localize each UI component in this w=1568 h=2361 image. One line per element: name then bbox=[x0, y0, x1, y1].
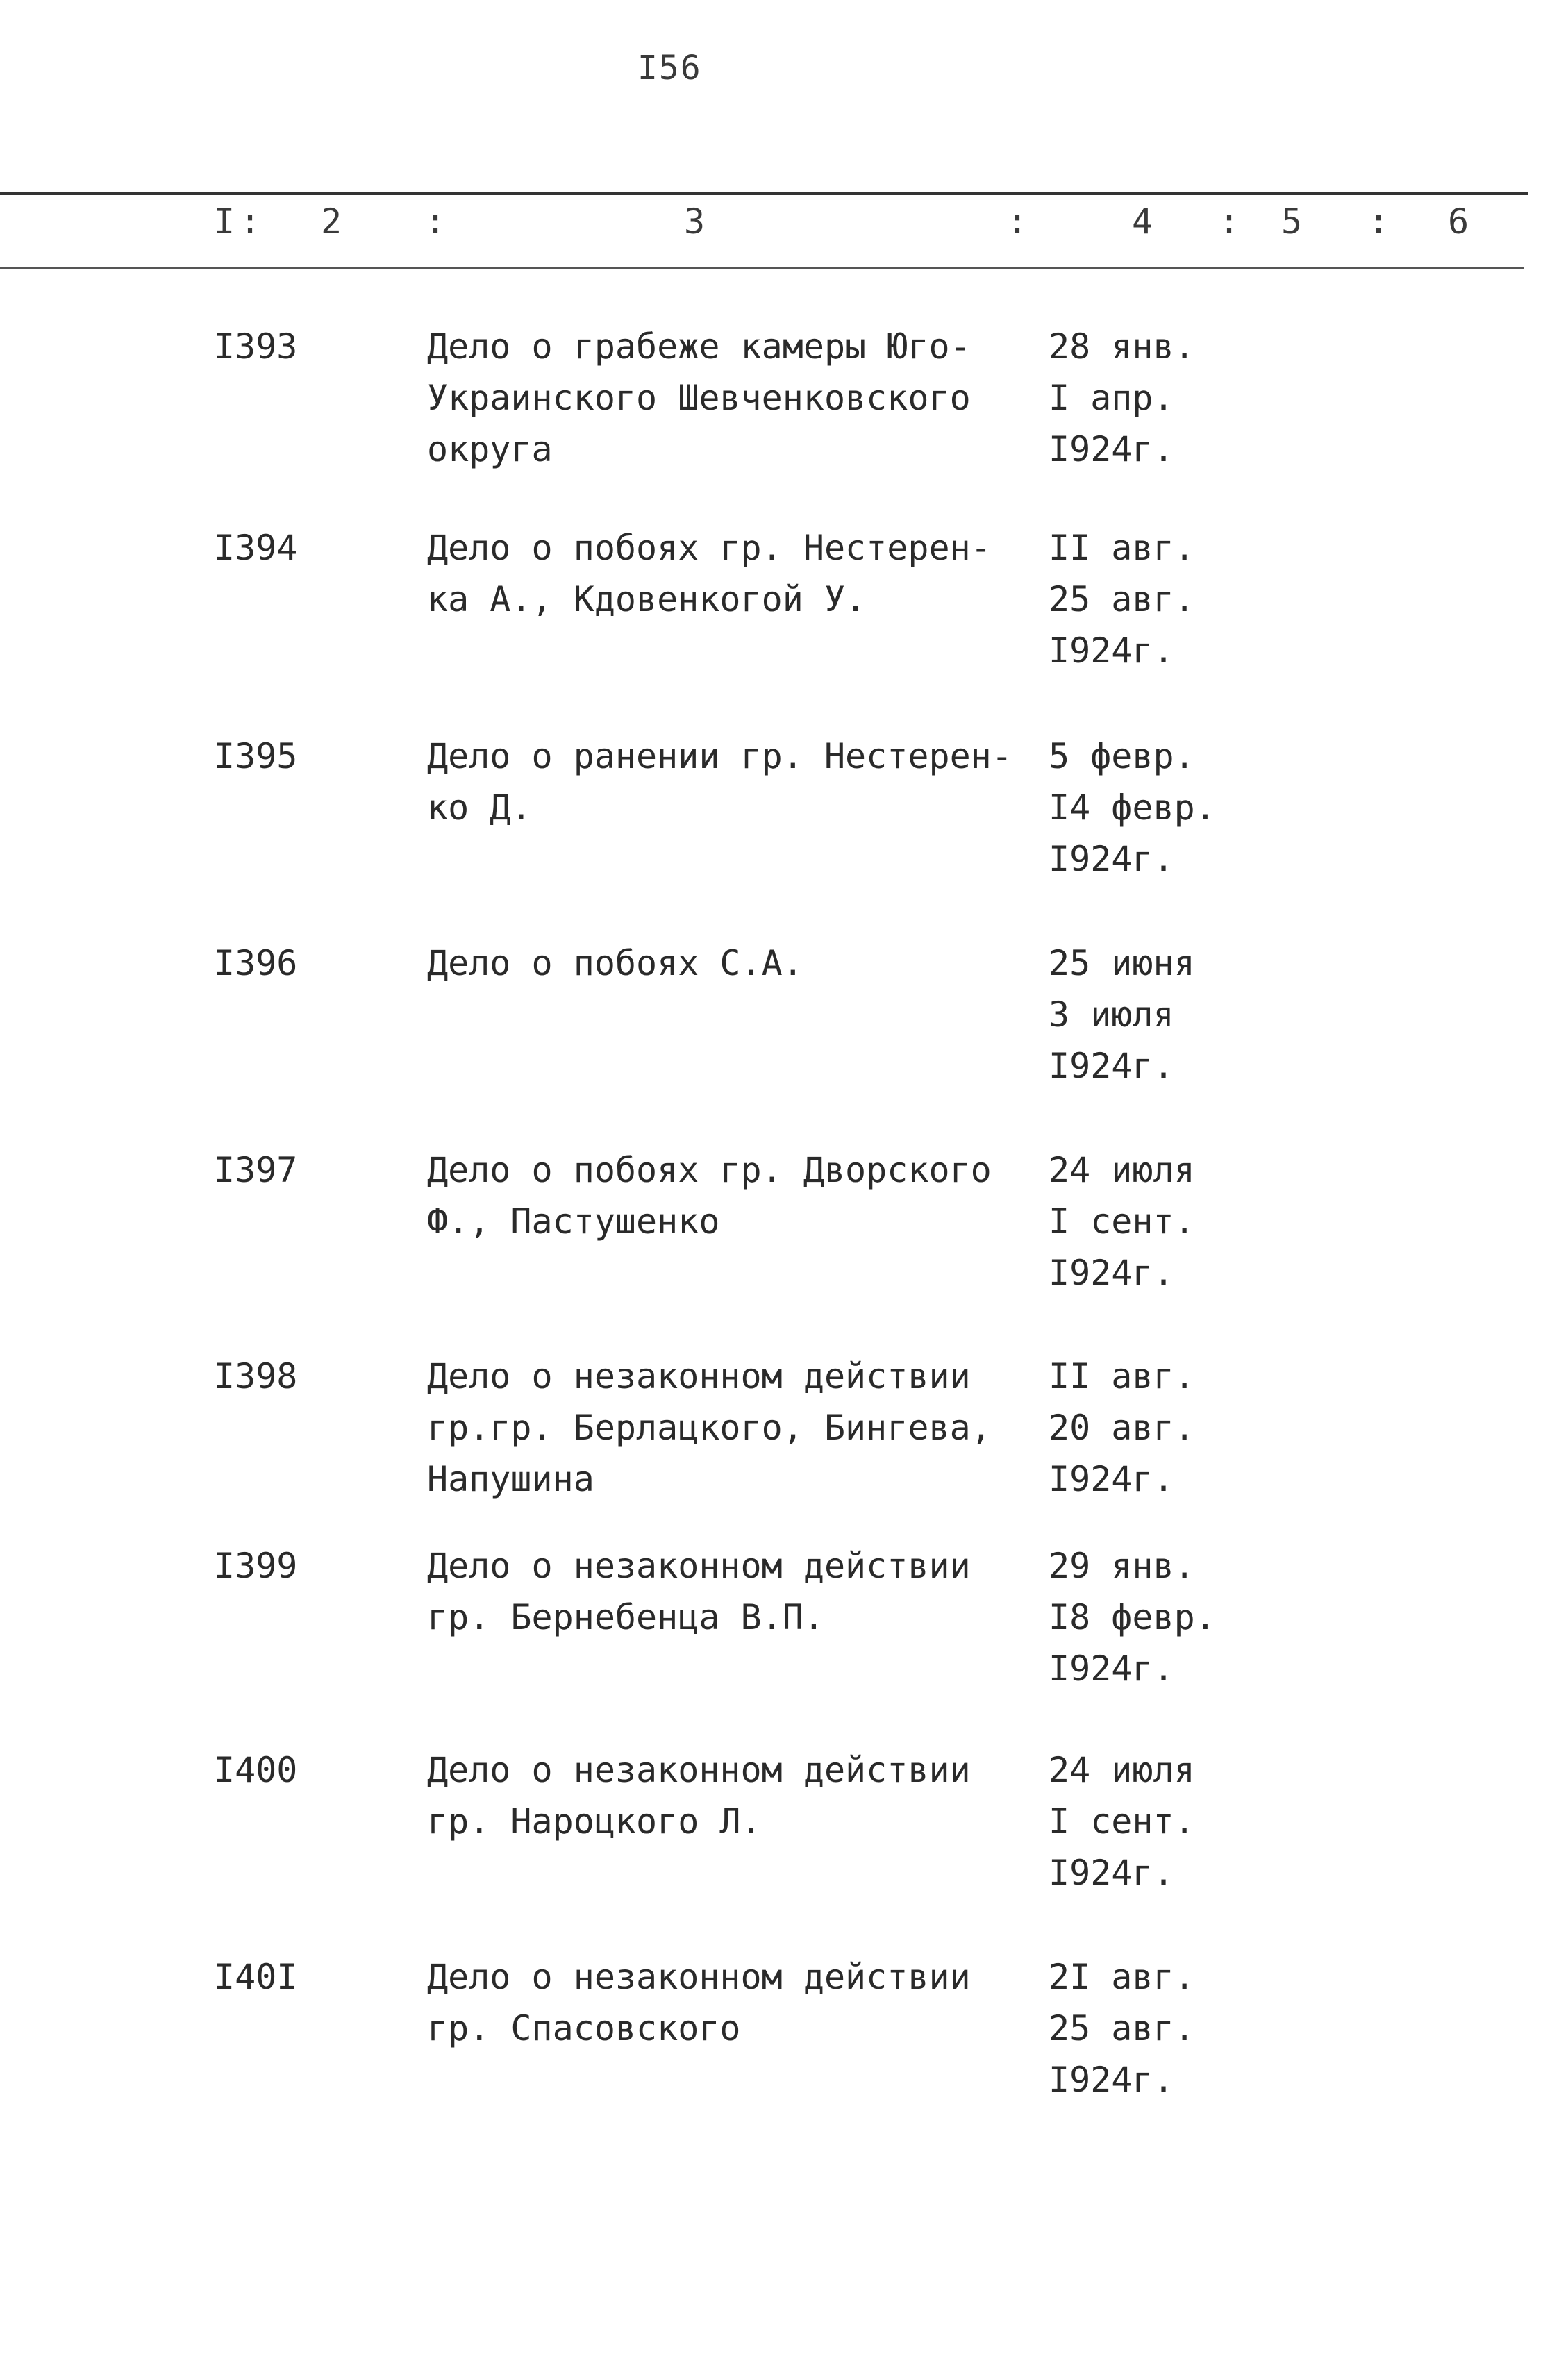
record-title-line: ко Д. bbox=[427, 787, 532, 828]
record-number: I396 bbox=[214, 943, 298, 983]
record-title bbox=[427, 321, 1038, 475]
record-title bbox=[427, 1144, 1038, 1247]
record-date-start: 29 янв. bbox=[1049, 1546, 1195, 1586]
record-title-line: округа bbox=[427, 429, 553, 469]
record-title-line: Дело о ранении гр. Нестерен- bbox=[427, 736, 1012, 776]
table-top-rule bbox=[0, 192, 1528, 195]
header-col-1: I bbox=[214, 201, 235, 242]
record-number: I400 bbox=[214, 1750, 298, 1790]
record-dates bbox=[1049, 1540, 1271, 1694]
record-dates bbox=[1049, 321, 1271, 475]
record-title-line: Напушина bbox=[427, 1459, 594, 1499]
header-separator: : bbox=[1007, 201, 1028, 242]
record-dates bbox=[1049, 1351, 1271, 1505]
record-year: I924г. bbox=[1049, 1649, 1174, 1689]
record-number: I399 bbox=[214, 1546, 298, 1586]
header-separator: : bbox=[240, 201, 261, 242]
record-date-end: I сент. bbox=[1049, 1201, 1195, 1242]
record-title-line: ка А., Кдовенкогой У. bbox=[427, 579, 867, 619]
record-date-end: I сент. bbox=[1049, 1801, 1195, 1842]
record-date-start: 5 февр. bbox=[1049, 736, 1195, 776]
record-date-start: 28 янв. bbox=[1049, 326, 1195, 367]
record-title bbox=[427, 1744, 1038, 1847]
record-year: I924г. bbox=[1049, 1046, 1174, 1086]
table-header-rule bbox=[0, 267, 1524, 269]
record-year: I924г. bbox=[1049, 1459, 1174, 1499]
record-year: I924г. bbox=[1049, 2060, 1174, 2100]
record-title-line: Дело о побоях гр. Дворского bbox=[427, 1150, 992, 1190]
header-separator: : bbox=[1368, 201, 1390, 242]
record-date-start: II авг. bbox=[1049, 528, 1195, 568]
record-date-end: I4 февр. bbox=[1049, 787, 1216, 828]
header-separator: : bbox=[1219, 201, 1240, 242]
page-number: I56 bbox=[637, 49, 702, 87]
record-title-line: Дело о побоях С.А. bbox=[427, 943, 803, 983]
record-date-start: 24 июля bbox=[1049, 1150, 1195, 1190]
record-year: I924г. bbox=[1049, 429, 1174, 469]
record-title-line: Дело о грабеже камеры Юго- bbox=[427, 326, 971, 367]
record-date-end: 3 июля bbox=[1049, 994, 1174, 1035]
record-date-start: 24 июля bbox=[1049, 1750, 1195, 1790]
record-title-line: гр. Спасовского bbox=[427, 2008, 741, 2049]
record-year: I924г. bbox=[1049, 1253, 1174, 1293]
header-col-3: 3 bbox=[684, 201, 706, 242]
record-title-line: Дело о побоях гр. Нестерен- bbox=[427, 528, 992, 568]
record-number: I397 bbox=[214, 1150, 298, 1190]
record-date-end: I8 февр. bbox=[1049, 1597, 1216, 1637]
record-title bbox=[427, 731, 1038, 833]
record-dates bbox=[1049, 522, 1271, 676]
record-date-start: 25 июня bbox=[1049, 943, 1195, 983]
record-title bbox=[427, 1351, 1038, 1505]
record-dates bbox=[1049, 937, 1271, 1092]
record-title-line: Дело о незаконном действии bbox=[427, 1957, 971, 1997]
record-number: I395 bbox=[214, 736, 298, 776]
record-title bbox=[427, 1951, 1038, 2054]
record-dates bbox=[1049, 1744, 1271, 1899]
record-title-line: Дело о незаконном действии bbox=[427, 1750, 971, 1790]
record-date-start: II авг. bbox=[1049, 1356, 1195, 1396]
record-title-line: гр.гр. Берлацкого, Бингева, bbox=[427, 1408, 992, 1448]
record-title-line: Ф., Пастушенко bbox=[427, 1201, 720, 1242]
header-col-6: 6 bbox=[1448, 201, 1469, 242]
record-dates bbox=[1049, 731, 1271, 885]
header-separator: : bbox=[425, 201, 447, 242]
record-date-end: 20 авг. bbox=[1049, 1408, 1195, 1448]
record-title-line: Дело о незаконном действии bbox=[427, 1546, 971, 1586]
record-dates bbox=[1049, 1144, 1271, 1299]
record-number: I393 bbox=[214, 326, 298, 367]
record-number: I394 bbox=[214, 528, 298, 568]
record-dates bbox=[1049, 1951, 1271, 2105]
header-col-4: 4 bbox=[1132, 201, 1153, 242]
record-title bbox=[427, 1540, 1038, 1643]
record-year: I924г. bbox=[1049, 1853, 1174, 1893]
record-title-line: гр. Бернебенца В.П. bbox=[427, 1597, 824, 1637]
table-header bbox=[0, 201, 1528, 257]
record-title-line: Дело о незаконном действии bbox=[427, 1356, 971, 1396]
record-title-line: Украинского Шевченковского bbox=[427, 378, 971, 418]
record-title bbox=[427, 937, 1038, 989]
record-year: I924г. bbox=[1049, 631, 1174, 671]
record-date-end: I апр. bbox=[1049, 378, 1174, 418]
record-number: I40I bbox=[214, 1957, 298, 1997]
record-title-line: гр. Нароцкого Л. bbox=[427, 1801, 762, 1842]
record-title bbox=[427, 522, 1038, 625]
record-year: I924г. bbox=[1049, 839, 1174, 879]
record-date-start: 2I авг. bbox=[1049, 1957, 1195, 1997]
header-col-5: 5 bbox=[1281, 201, 1303, 242]
record-date-end: 25 авг. bbox=[1049, 2008, 1195, 2049]
header-col-2: 2 bbox=[321, 201, 342, 242]
record-date-end: 25 авг. bbox=[1049, 579, 1195, 619]
record-number: I398 bbox=[214, 1356, 298, 1396]
